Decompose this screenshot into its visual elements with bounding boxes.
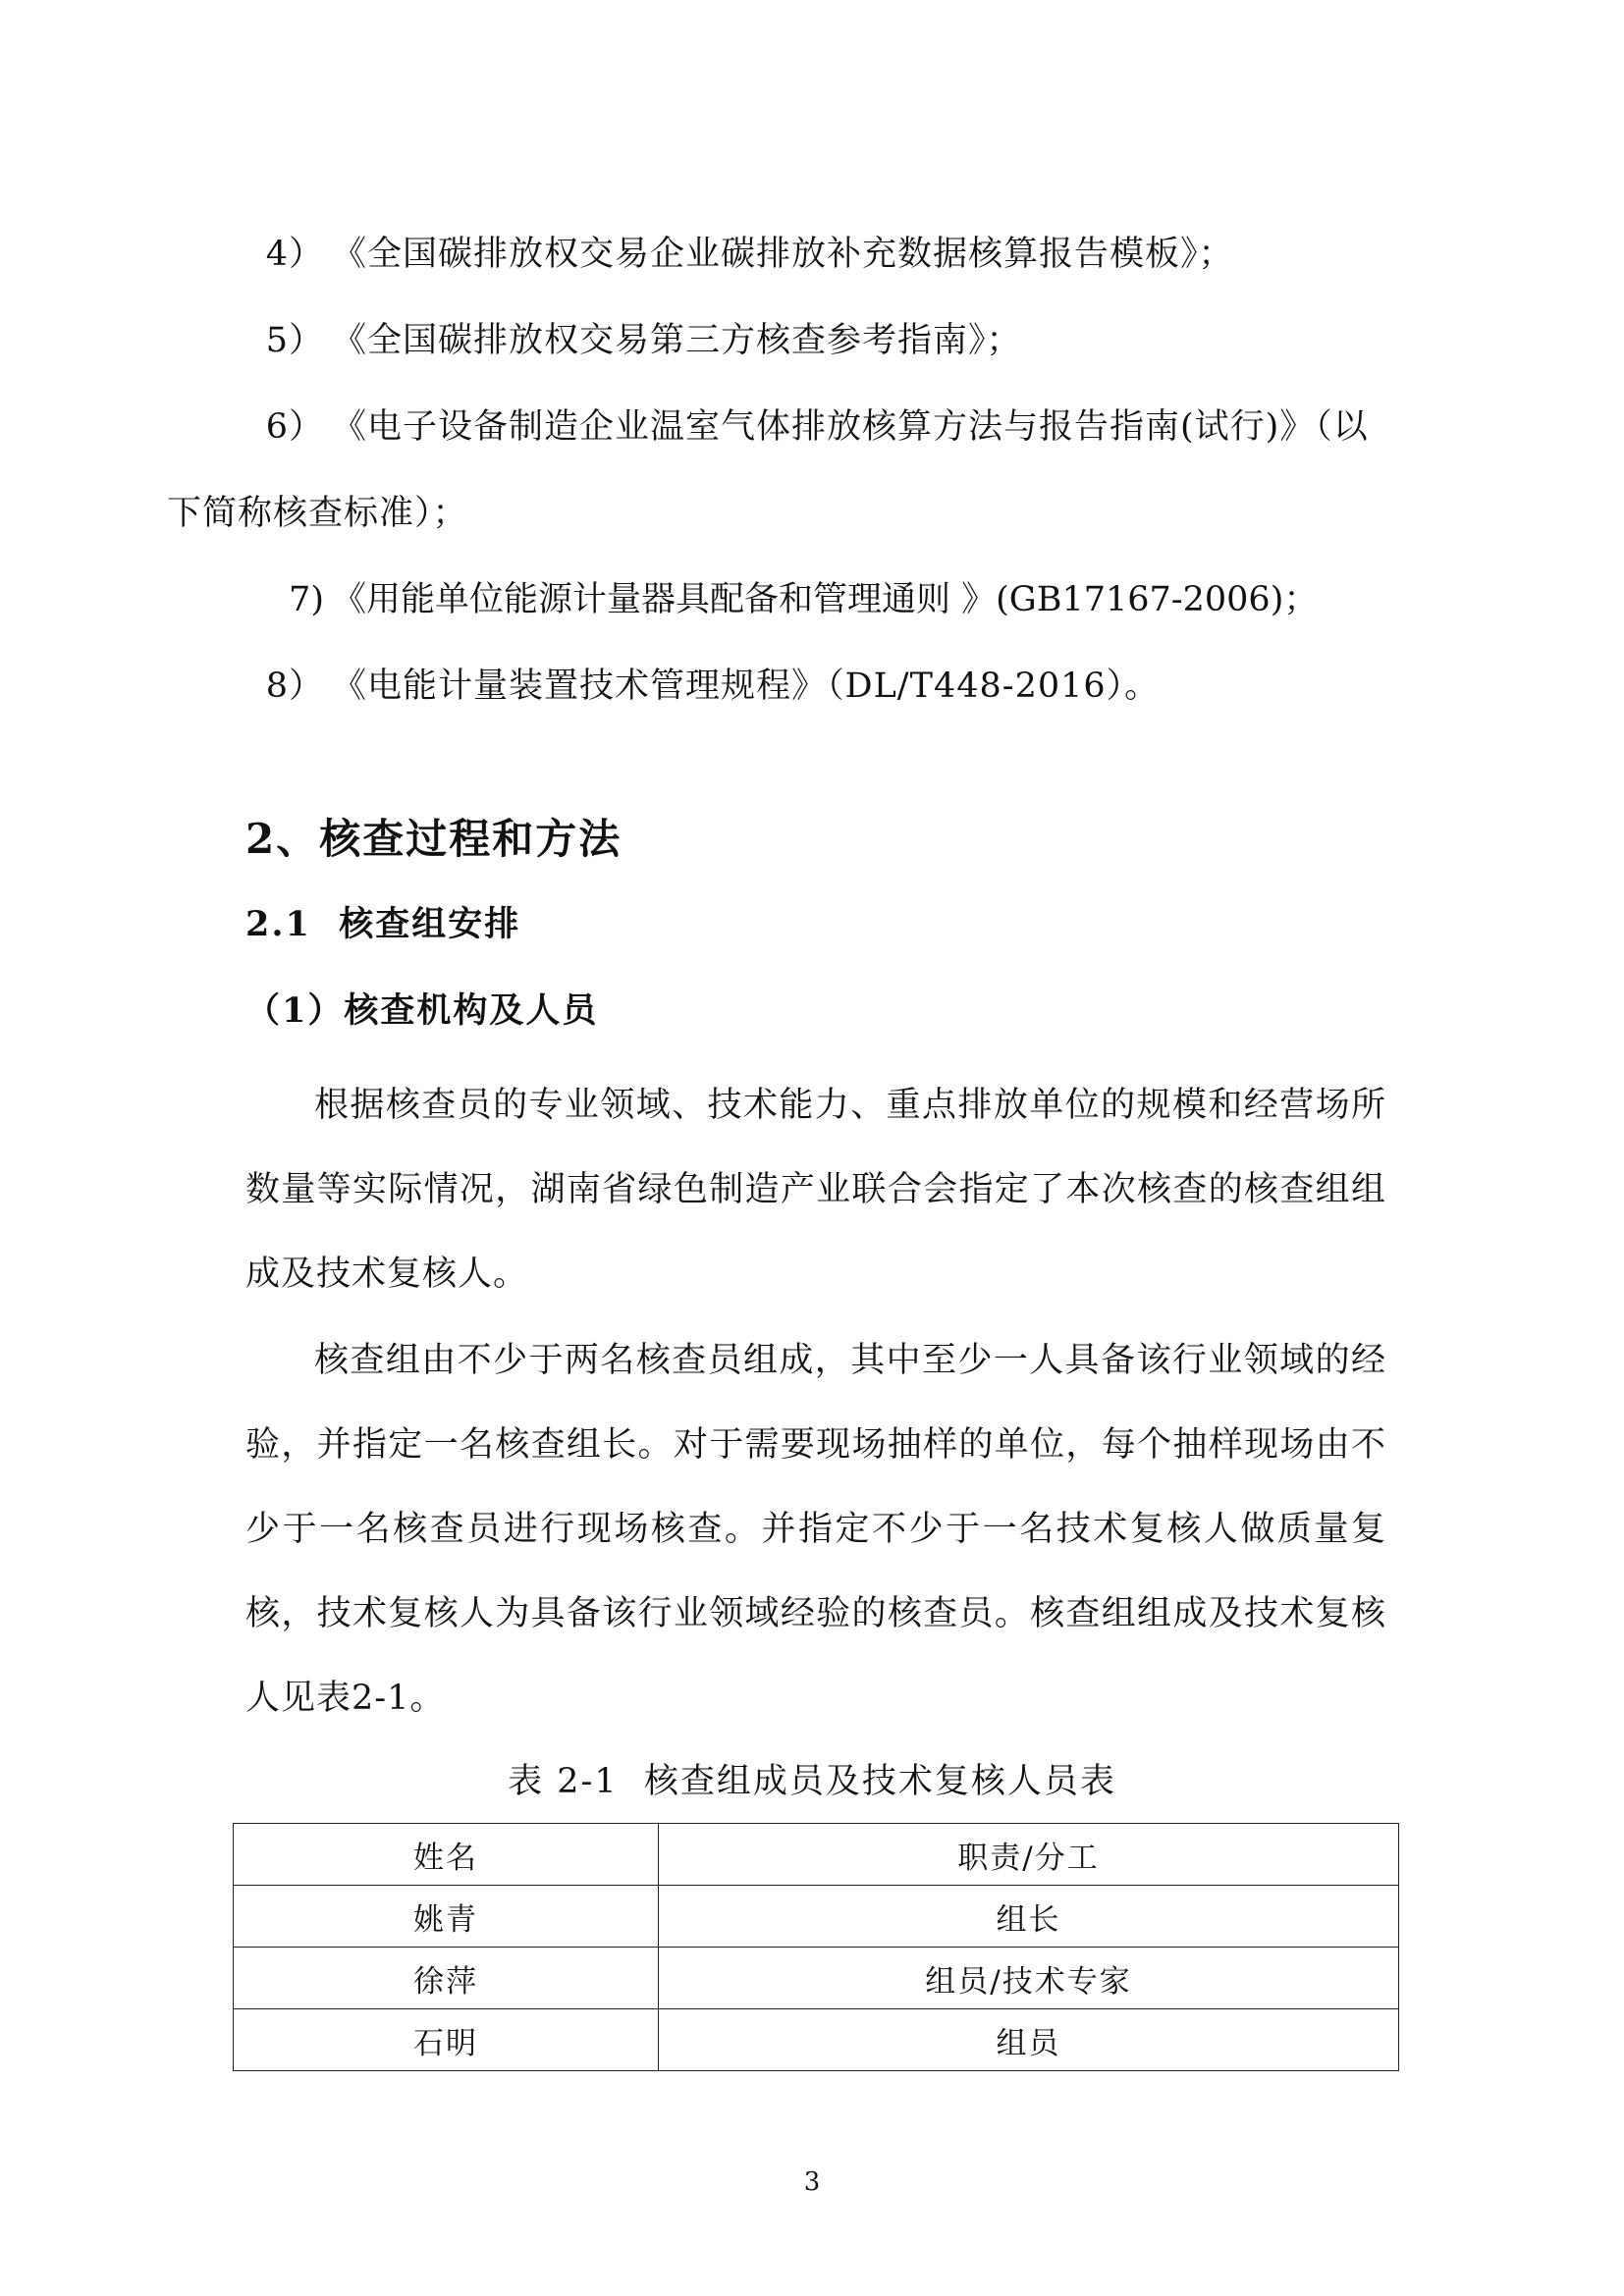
reference-item [167,384,1399,557]
section-heading: 2、核查过程和方法 [245,815,623,863]
reference-number: 5） [265,321,324,360]
cell-name: 姚青 [234,1886,659,1948]
reference-number: 8） [265,667,324,706]
reference-text: 《全国碳排放权交易企业碳排放补充数据核算报告模板》； [332,235,1234,274]
reference-text: 《电能计量装置技术管理规程》（DL/T448-2016）。 [332,667,1161,706]
table-caption: 表 2-1 核查组成员及技术复核人员表 [508,1762,1116,1801]
cell-role: 组员/技术专家 [659,1948,1399,2009]
reference-number: 7) [289,580,324,619]
reference-item [245,643,1399,729]
reference-text: 《电子设备制造企业温室气体排放核算方法与报告指南(试行)》（以下简称核查标准）； [167,407,1369,533]
staff-table [233,1823,1399,2071]
cell-role: 组员 [659,2009,1399,2071]
reference-item [245,297,1399,384]
body-paragraph: 根据核查员的专业领域、技术能力、重点排放单位的规模和经营场所数量等实际情况，湖南省绿色制造产业联合会指定了本次核查的核查组组成及技术复核人。 [245,1086,1386,1294]
table-row [234,1948,1399,2009]
reference-item [245,557,1399,643]
column-header-role: 职责/分工 [659,1824,1399,1886]
sub-subsection-heading: （1）核查机构及人员 [245,990,599,1031]
cell-name: 徐萍 [234,1948,659,2009]
table-row [234,1886,1399,1948]
page-number: 3 [803,2167,821,2197]
reference-list [167,211,1399,729]
reference-text: 《全国碳排放权交易第三方核查参考指南》； [332,321,1022,360]
reference-number: 6） [265,407,324,447]
table-row [234,2009,1399,2071]
column-header-name: 姓名 [234,1824,659,1886]
reference-item [245,211,1399,297]
cell-name: 石明 [234,2009,659,2071]
cell-role: 组长 [659,1886,1399,1948]
reference-text: 《用能单位能源计量器具配备和管理通则 》(GB17167-2006)； [332,580,1319,619]
reference-number: 4） [265,235,324,274]
table-header-row [234,1824,1399,1886]
body-paragraph: 核查组由不少于两名核查员组成，其中至少一人具备该行业领域的经验，并指定一名核查组长。对于需要现场抽样的单位，每个抽样现场由不少于一名核查员进行现场核查。并指定不少于一名技术复核人做质量复核，技术复核人为具备该行业领域经验的核查员。核查组组成及技术复核人见表2-1。 [245,1341,1386,1718]
subsection-heading: 2.1 核查组安排 [245,904,521,944]
